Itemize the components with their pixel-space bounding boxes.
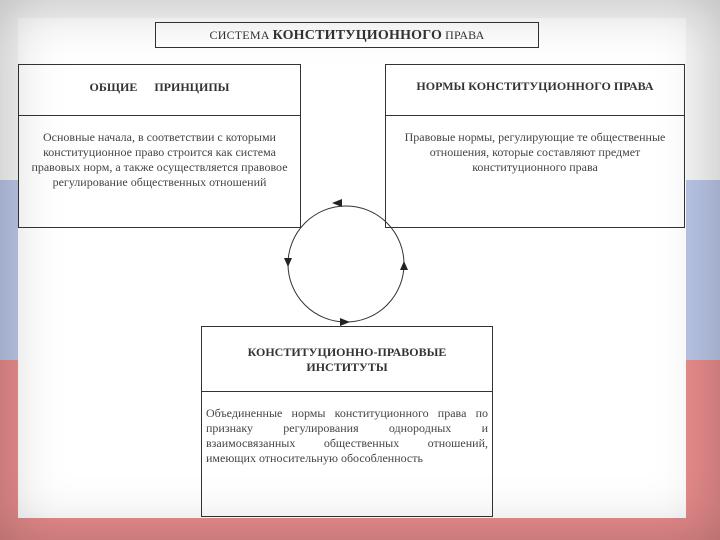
legal-institutions-header: КОНСТИТУЦИОННО-ПРАВОВЫЕ ИНСТИТУТЫ: [247, 345, 447, 374]
general-principles-body-box: [18, 116, 301, 228]
cycle-arrow-bottom-icon: [340, 318, 350, 326]
legal-institutions-body-box: [201, 392, 493, 517]
cycle-circle: [288, 206, 404, 322]
constitutional-norms-text: Правовые нормы, регулирующие те общественные отношения, которые составляют предмет конституционного права: [404, 130, 666, 174]
title-word-3: ПРАВА: [445, 28, 485, 42]
general-principles-header: ОБЩИЕ ПРИНЦИПЫ: [89, 80, 230, 94]
constitutional-norms-header: НОРМЫ КОНСТИТУЦИОННОГО ПРАВА: [416, 79, 654, 93]
cycle-arrow-left-icon: [284, 258, 292, 267]
title-word-2: КОНСТИТУЦИОННОГО: [272, 28, 443, 43]
diagram-title: [155, 22, 539, 48]
legal-institutions-text: Объединенные нормы конституционного права по признаку регулирования однородных и взаимосвязанных общественных отношений, имеющих относительную обособленность: [206, 406, 488, 465]
cycle-arrows-diagram: [276, 196, 416, 336]
general-principles-header-box: [18, 64, 301, 116]
title-word-1: СИСТЕМА: [209, 28, 270, 42]
constitutional-norms-body-box: [385, 116, 685, 228]
cycle-arrow-top-icon: [332, 199, 342, 207]
cycle-arrow-right-icon: [400, 261, 408, 270]
general-principles-text: Основные начала, в соответствии с которыми конституционное право строится как система правовых норм, а также осуществляется правовое регулирование общественных отношений: [31, 130, 288, 189]
constitutional-norms-header-box: [385, 64, 685, 116]
